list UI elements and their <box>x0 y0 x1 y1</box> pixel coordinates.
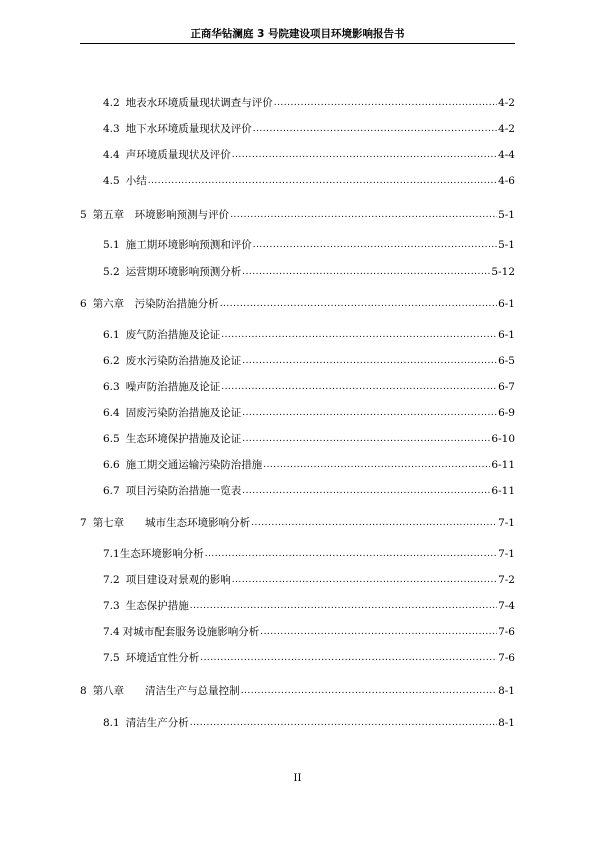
toc-entry-number: 4.4 <box>103 149 120 161</box>
toc-entry-page: 6-1 <box>498 298 515 310</box>
toc-entry-title: 第五章 环境影响预测与评价 <box>92 209 230 221</box>
toc-entry-title: 生态环境影响分析 <box>119 548 204 560</box>
toc-entry[interactable] <box>103 573 515 587</box>
toc-entry-number: 7.2 <box>103 574 120 586</box>
toc-entry-page: 7-1 <box>498 517 515 529</box>
toc-entry-page: 7-6 <box>498 652 515 664</box>
toc-entry-number: 7.3 <box>103 600 120 612</box>
toc-entry[interactable] <box>103 484 515 498</box>
toc-entry-page: 7-1 <box>498 548 515 560</box>
toc-entry[interactable] <box>103 625 515 639</box>
toc-entry-title: 噪声防治措施及论证 <box>125 381 221 393</box>
toc-entry[interactable] <box>103 380 515 394</box>
toc-entry-number: 6.1 <box>103 329 120 341</box>
toc-entry-title: 废水污染防治措施及论证 <box>125 355 242 367</box>
toc-entry[interactable] <box>103 599 515 613</box>
dot-leader <box>251 516 497 530</box>
dot-leader <box>190 599 497 613</box>
toc-entry-title: 固废污染防治措施及论证 <box>125 407 242 419</box>
dot-leader <box>242 354 497 368</box>
dot-leader <box>242 265 490 279</box>
toc-entry-page: 6-11 <box>491 485 515 497</box>
toc-entry[interactable] <box>103 122 515 136</box>
toc-entry-title: 项目污染防治措施一览表 <box>125 485 242 497</box>
toc-entry-title: 对城市配套服务设施影响分析 <box>122 626 260 638</box>
dot-leader <box>260 625 497 639</box>
toc-entry-page: 6-11 <box>491 459 515 471</box>
toc-entry[interactable] <box>103 148 515 162</box>
toc-entry-page: 6-10 <box>491 433 515 445</box>
toc-entry-number: 6 <box>80 298 87 310</box>
toc-entry-title: 施工期环境影响预测和评价 <box>125 239 252 251</box>
toc-entry-title: 运营期环境影响预测分析 <box>125 266 242 278</box>
toc-entry-page: 4-4 <box>498 149 515 161</box>
toc-entry-title: 地表水环境质量现状调查与评价 <box>125 97 273 109</box>
toc-entry-title: 项目建设对景观的影响 <box>125 574 231 586</box>
toc-entry-title: 第六章 污染防治措施分析 <box>92 298 219 310</box>
toc-entry-page: 7-4 <box>498 600 515 612</box>
dot-leader <box>274 96 497 110</box>
toc-entry-number: 4.2 <box>103 97 120 109</box>
toc-entry-number: 5.1 <box>103 239 120 251</box>
toc-entry[interactable] <box>103 651 515 665</box>
page-number: II <box>293 773 302 784</box>
toc-entry-title: 声环境质量现状及评价 <box>125 149 231 161</box>
toc-entry[interactable] <box>103 458 515 472</box>
toc-entry-title: 生态保护措施 <box>125 600 189 612</box>
toc-entry-number: 8 <box>80 685 87 697</box>
toc-entry-title: 清洁生产分析 <box>125 717 189 729</box>
toc-entry-page: 5-1 <box>498 209 515 221</box>
toc-entry-page: 5-12 <box>491 266 515 278</box>
toc-entry-page: 6-9 <box>498 407 515 419</box>
toc-entry-number: 7.1 <box>103 548 120 560</box>
toc-entry-page: 4-2 <box>498 123 515 135</box>
dot-leader <box>148 174 497 188</box>
toc-entry-page: 8-1 <box>498 685 515 697</box>
toc-entry-title: 环境适宜性分析 <box>125 652 200 664</box>
toc-entry[interactable] <box>103 328 515 342</box>
dot-leader <box>253 122 497 136</box>
dot-leader <box>242 406 497 420</box>
toc-entry-number: 7.4 <box>103 626 120 638</box>
toc-entry[interactable] <box>103 265 515 279</box>
toc-entry-title: 第八章 清洁生产与总量控制 <box>92 685 240 697</box>
toc-entry-number: 6.4 <box>103 407 120 419</box>
toc-entry-title: 第七章 城市生态环境影响分析 <box>92 517 251 529</box>
dot-leader <box>200 651 497 665</box>
toc-entry-page: 6-5 <box>498 355 515 367</box>
dot-leader <box>241 684 497 698</box>
toc-entry-number: 6.3 <box>103 381 120 393</box>
toc-entry[interactable] <box>103 406 515 420</box>
toc-entry-page: 7-2 <box>498 574 515 586</box>
dot-leader <box>232 148 497 162</box>
toc-entry[interactable] <box>103 238 515 252</box>
dot-leader <box>242 432 490 446</box>
toc-entry-number: 6.2 <box>103 355 120 367</box>
toc-entry-page: 6-7 <box>498 381 515 393</box>
toc-chapter-entry[interactable] <box>80 208 515 222</box>
toc-entry-page: 5-1 <box>498 239 515 251</box>
toc-entry-page: 4-6 <box>498 175 515 187</box>
toc-entry-number: 8.1 <box>103 717 120 729</box>
dot-leader <box>220 297 497 311</box>
toc-entry-number: 6.7 <box>103 485 120 497</box>
toc-entry[interactable] <box>103 547 515 561</box>
toc-entry[interactable] <box>103 174 515 188</box>
running-header: 正商华钻澜庭 3 号院建设项目环境影响报告书 <box>190 28 405 40</box>
dot-leader <box>230 208 497 222</box>
toc-entry-number: 4.3 <box>103 123 120 135</box>
toc-entry-number: 6.6 <box>103 459 120 471</box>
toc-chapter-entry[interactable] <box>80 516 515 530</box>
dot-leader <box>263 458 490 472</box>
dot-leader <box>205 547 497 561</box>
toc-entry-title: 小结 <box>125 175 147 187</box>
toc-entry-title: 地下水环境质量现状及评价 <box>125 123 252 135</box>
toc-entry[interactable] <box>103 96 515 110</box>
dot-leader <box>221 380 497 394</box>
toc-entry-page: 8-1 <box>498 717 515 729</box>
dot-leader <box>232 573 497 587</box>
dot-leader <box>242 484 490 498</box>
toc-entry-title: 施工期交通运输污染防治措施 <box>125 459 263 471</box>
toc-entry-number: 7 <box>80 517 87 529</box>
toc-entry[interactable] <box>103 354 515 368</box>
toc-entry-page: 6-1 <box>498 329 515 341</box>
toc-entry[interactable] <box>103 716 515 730</box>
toc-entry-number: 4.5 <box>103 175 120 187</box>
toc-entry-number: 6.5 <box>103 433 120 445</box>
dot-leader <box>221 328 497 342</box>
toc-entry-page: 4-2 <box>498 97 515 109</box>
toc-entry[interactable] <box>103 432 515 446</box>
toc-chapter-entry[interactable] <box>80 297 515 311</box>
toc-entry-title: 生态环境保护措施及论证 <box>125 433 242 445</box>
toc-entry-number: 7.5 <box>103 652 120 664</box>
toc-entry-number: 5 <box>80 209 87 221</box>
toc-entry-title: 废气防治措施及论证 <box>125 329 221 341</box>
toc-chapter-entry[interactable] <box>80 684 515 698</box>
toc-entry-number: 5.2 <box>103 266 120 278</box>
toc-entry-page: 7-6 <box>498 626 515 638</box>
dot-leader <box>190 716 497 730</box>
dot-leader <box>253 238 497 252</box>
